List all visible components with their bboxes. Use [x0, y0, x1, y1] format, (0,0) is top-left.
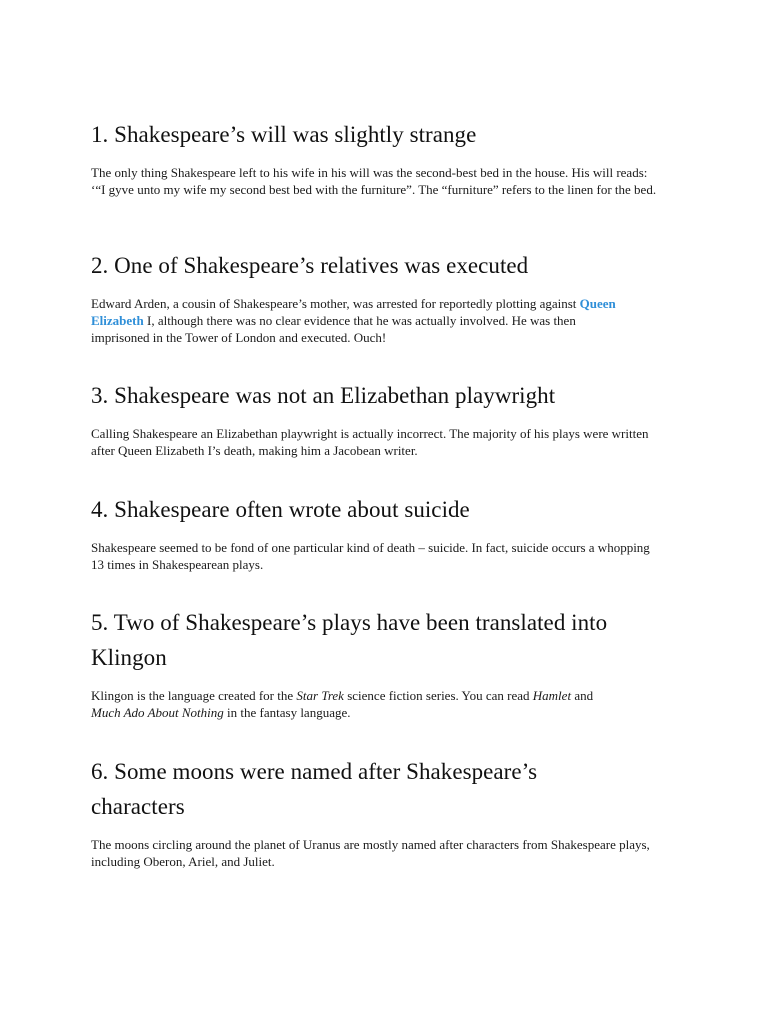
fact-section-5	[91, 605, 691, 721]
fact-body-text: I, although there was no clear evidence that he was actually involved. He was then imprisoned in the Tower of London and executed. Ouch!	[91, 313, 576, 345]
fact-heading: 1. Shakespeare’s will was slightly strange	[91, 122, 477, 147]
fact-body-text: in the fantasy language.	[223, 705, 351, 720]
much-ado-title: Much Ado About Nothing	[91, 705, 224, 720]
fact-body: The only thing Shakespeare left to his wife in his will was the second-best bed in the house. His will reads: ‘“I gyve unto my wife my second best bed with the furniture”. The “furniture” refers to the linen for the bed.	[91, 165, 657, 197]
fact-section-1	[91, 117, 691, 198]
fact-heading: 6. Some moons were named after Shakespeare’s characters	[91, 759, 538, 819]
fact-body-text: and	[571, 688, 594, 703]
fact-section-2	[91, 248, 691, 346]
fact-body	[91, 295, 631, 346]
fact-section-3	[91, 378, 691, 459]
fact-body: The moons circling around the planet of Uranus are mostly named after characters from Shakespeare plays, including Oberon, Ariel, and Juliet.	[91, 837, 650, 869]
fact-heading: 5. Two of Shakespeare’s plays have been translated into Klingon	[91, 610, 608, 670]
queen-elizabeth-link[interactable]: Queen Elizabeth	[91, 296, 616, 328]
fact-heading: 3. Shakespeare was not an Elizabethan playwright	[91, 383, 556, 408]
fact-body: Shakespeare seemed to be fond of one particular kind of death – suicide. In fact, suicide occurs a whopping 13 times in Shakespearean plays.	[91, 540, 650, 572]
fact-body-text: Edward Arden, a cousin of Shakespeare’s mother, was arrested for reportedly plotting against	[91, 296, 580, 311]
fact-heading: 2. One of Shakespeare’s relatives was executed	[91, 253, 529, 278]
hamlet-title: Hamlet	[532, 688, 572, 703]
fact-body: Calling Shakespeare an Elizabethan playwright is actually incorrect. The majority of his plays were written after Queen Elizabeth I’s death, making him a Jacobean writer.	[91, 426, 649, 458]
fact-section-4	[91, 492, 691, 573]
fact-body	[91, 687, 601, 721]
fact-body-text: Klingon is the language created for the	[91, 688, 297, 703]
star-trek-title: Star Trek	[296, 688, 344, 703]
fact-body-text: science fiction series. You can read	[343, 688, 533, 703]
fact-heading: 4. Shakespeare often wrote about suicide	[91, 497, 470, 522]
fact-section-6	[91, 754, 691, 870]
